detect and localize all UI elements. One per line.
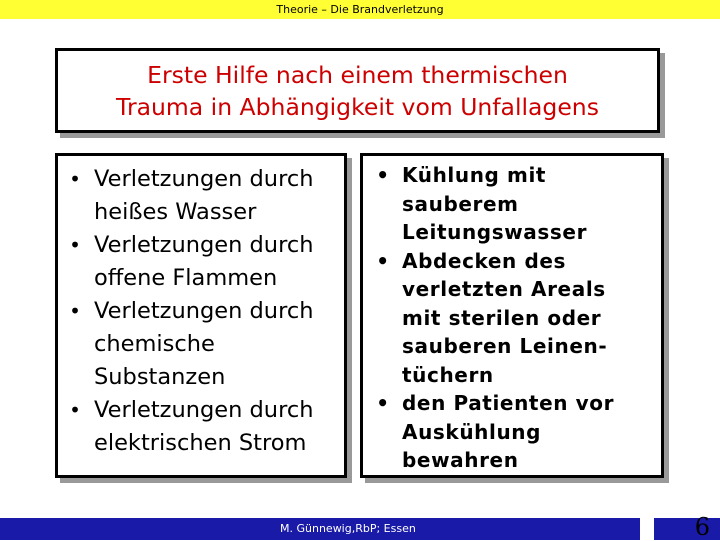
left_list-item-line: Verletzungen durch [94,397,314,423]
bullet-icon: • [69,398,81,422]
left_list-item [64,295,344,394]
left_list-item [64,163,344,229]
header-bar [0,0,720,19]
page-number: 6 [694,513,710,541]
right-box [360,153,664,478]
right_list-item-line: sauberem [402,191,519,216]
right_list-item-line: den Patienten vor [402,391,615,415]
footer-author: M. Günnewig,RbP; Essen [280,522,416,535]
left_list-item-line: elektrischen Strom [94,430,307,456]
right_list-item-line: Auskühlung [402,419,542,444]
right_list-item-line: Leitungswasser [402,220,588,244]
left_list-item-line: Verletzungen durch [94,166,314,192]
bullet-icon: • [376,391,390,415]
bullet-icon: • [376,163,390,187]
bullet-icon: • [69,299,81,323]
left_list-item-line: chemische [94,331,215,357]
right_list-item-line: Abdecken des [402,248,567,273]
right_list-item [369,247,661,390]
footer-stripe [640,518,654,540]
bullet-icon: • [69,167,81,191]
left_list-item-line: offene Flammen [94,265,278,291]
left-box [55,153,347,478]
bullet-icon: • [69,233,81,257]
right_list-item-line: verletzten Areals [402,277,606,301]
left_list-item [64,394,344,460]
right_list-item [369,161,661,247]
right-list [363,156,661,475]
left_list-item [64,229,344,295]
right_list-item-line: sauberen Leinen- [402,334,608,358]
left_list-item-line: Verletzungen durch [94,232,314,258]
title-line-2: Trauma in Abhängigkeit vom Unfallagens [116,92,599,121]
title-box [55,48,660,133]
right_list-item-line: bewahren [402,448,519,472]
bullet-icon: • [376,248,390,273]
right_list-item [369,389,661,475]
right_list-item-line: tüchern [402,362,494,387]
header-text: Theorie – Die Brandverletzung [276,3,444,16]
left_list-item-line: Verletzungen durch [94,298,314,324]
left-list [58,156,344,460]
right_list-item-line: Kühlung mit [402,163,547,187]
left_list-item-line: Substanzen [94,364,226,390]
left_list-item-line: heißes Wasser [94,199,257,225]
title-line-1: Erste Hilfe nach einem thermischen [147,60,568,89]
right_list-item-line: mit sterilen oder [402,305,602,330]
